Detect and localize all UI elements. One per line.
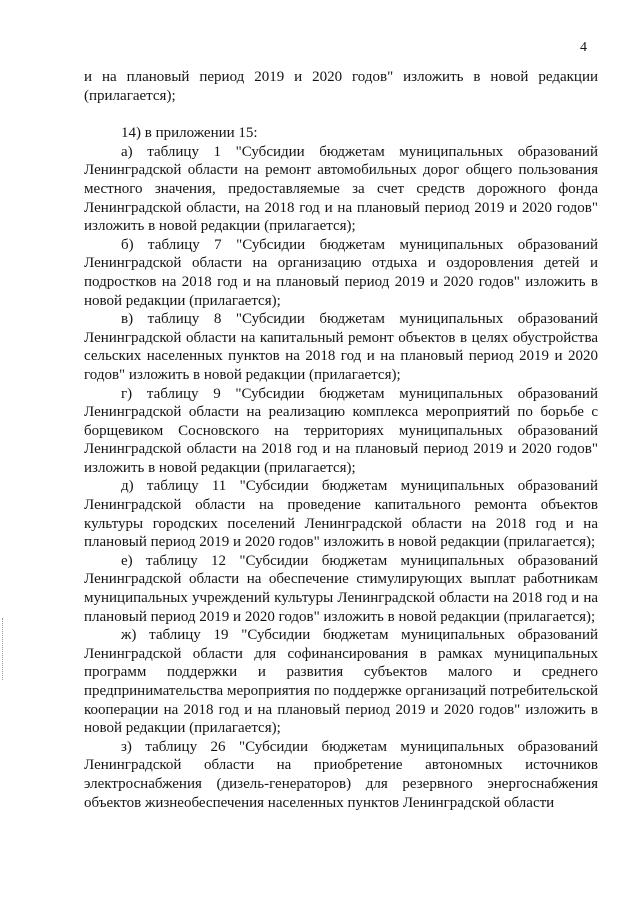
paragraph-item-zh: ж) таблицу 19 "Субсидии бюджетам муниципальных образований Ленинградской области для софинансирования в рамках муниципальных программ поддержки и развития субъектов малого и среднего предпринимательства мероприятия по поддержке организаций потребительской кооперации на 2018 год и на плановый период 2019 и 2020 годов" изложить в новой редакции (прилагается); xyxy=(84,627,598,737)
scan-margin-mark xyxy=(2,618,4,680)
paragraph-item-b: б) таблицу 7 "Субсидии бюджетам муниципальных образований Ленинградской области на организацию отдыха и оздоровления детей и подростков на 2018 год и на плановый период 2019 и 2020 годов" изложить в новой редакции (прилагается); xyxy=(84,236,598,309)
paragraph-item-e: е) таблицу 12 "Субсидии бюджетам муниципальных образований Ленинградской области на обеспечение стимулирующих выплат работникам муниципальных учреждений культуры Ленинградской области на 2018 год и на плановый период 2019 и 2020 годов" изложить в новой редакции (прилагается); xyxy=(84,552,598,625)
paragraph-item-v: в) таблицу 8 "Субсидии бюджетам муниципальных образований Ленинградской области на капитальный ремонт объектов в целях обустройства сельских населенных пунктов на 2018 год и на плановый период 2019 и 2020 годов" изложить в новой редакции (прилагается); xyxy=(84,311,598,383)
paragraph-item-d: д) таблицу 11 "Субсидии бюджетам муниципальных образований Ленинградской области на проведение капитального ремонта объектов культуры городских поселений Ленинградской области на 2018 год и на плановый период 2019 и 2020 годов" изложить в новой редакции (прилагается); xyxy=(84,478,598,551)
paragraph-continuation: и на плановый период 2019 и 2020 годов" изложить в новой редакции (прилагается); xyxy=(84,69,598,104)
document-body xyxy=(84,68,598,812)
paragraph-item-g: г) таблицу 9 "Субсидии бюджетам муниципальных образований Ленинградской области на реализацию комплекса мероприятий по борьбе с борщевиком Сосновского на территориях муниципальных образований Ленинградской области на 2018 год и на плановый период 2019 и 2020 годов" изложить в новой редакции (прилагается); xyxy=(84,385,598,476)
paragraph-item-z: з) таблицу 26 "Субсидии бюджетам муниципальных образований Ленинградской области на приобретение автономных источников электроснабжения (дизель-генераторов) для резервного энергоснабжения объектов жизнеобеспечения населенных пунктов Ленинградской области xyxy=(84,738,598,811)
paragraph-item-a: а) таблицу 1 "Субсидии бюджетам муниципальных образований Ленинградской области на ремонт автомобильных дорог общего пользования местного значения, предоставляемые за счет средств дорожного фонда Ленинградской области, на 2018 год и на плановый период 2019 и 2020 годов" изложить в новой редакции (прилагается); xyxy=(84,143,598,235)
paragraph-item-14-heading: 14) в приложении 15: xyxy=(121,125,258,142)
page-number: 4 xyxy=(580,40,587,55)
